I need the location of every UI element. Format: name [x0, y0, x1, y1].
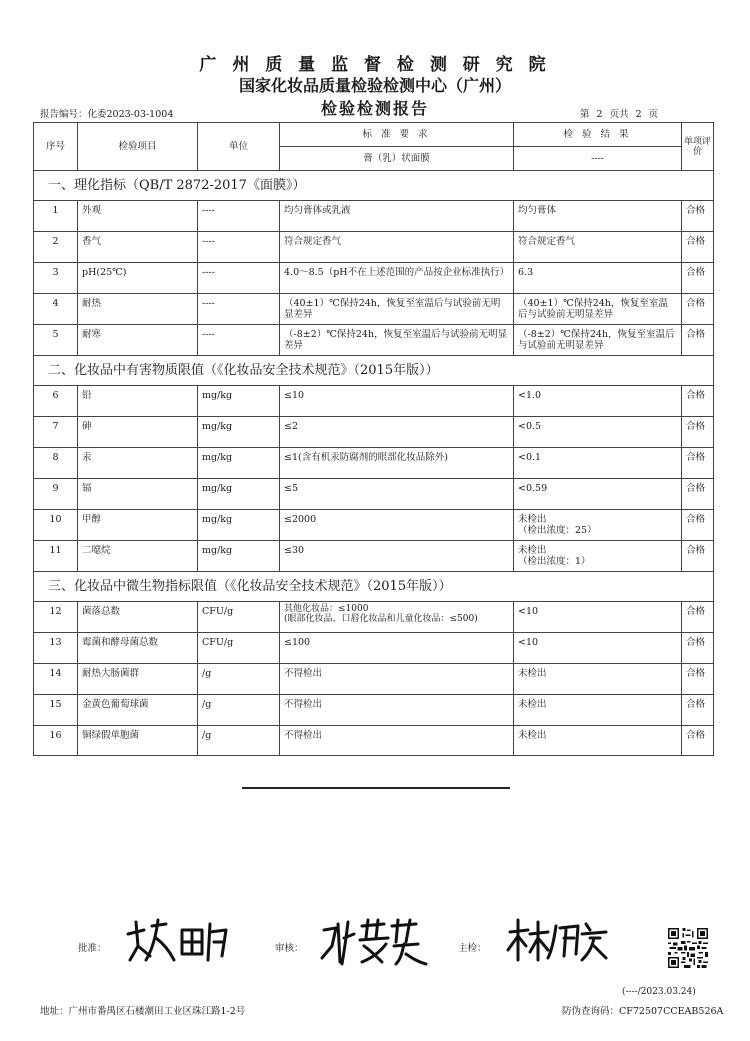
row-number: 7 — [34, 417, 78, 447]
standard-requirement: ≤2 — [280, 417, 514, 447]
header-no: 序号 — [34, 123, 78, 170]
test-item: 铜绿假单胞菌 — [78, 726, 198, 755]
evaluation: 合格 — [682, 448, 714, 478]
page-info: 第 2 页共 2 页 — [580, 109, 659, 120]
inspector-signature — [506, 916, 610, 964]
test-item: 二噁烷 — [78, 541, 198, 571]
header-result-title: 检 验 结 果 — [514, 123, 681, 147]
table-row — [34, 602, 714, 633]
table-row — [34, 325, 714, 356]
standard-requirement: 不得检出 — [280, 726, 514, 755]
row-number: 13 — [34, 633, 78, 663]
test-result: 未检出 （检出浓度：25） — [514, 510, 682, 540]
anti-fake-code: 防伪查询码：CF72507CCEAB526A — [562, 1006, 724, 1017]
evaluation: 合格 — [682, 695, 714, 725]
table-row — [34, 541, 714, 572]
unit: ---- — [198, 232, 280, 262]
evaluation: 合格 — [682, 726, 714, 755]
table-row — [34, 510, 714, 541]
center-name: 国家化妆品质量检验检测中心（广州） — [238, 76, 511, 95]
standard-requirement: ≤1(含有机汞防腐剂的眼部化妆品除外) — [280, 448, 514, 478]
row-number: 3 — [34, 263, 78, 293]
evaluation: 合格 — [682, 325, 714, 355]
evaluation: 合格 — [682, 541, 714, 571]
approver-signature — [122, 916, 232, 966]
evaluation: 合格 — [682, 510, 714, 540]
test-result: 6.3 — [514, 263, 682, 293]
unit: mg/kg — [198, 479, 280, 509]
standard-requirement: （40±1）℃保持24h，恢复至室温后与试验前无明显差异 — [280, 294, 514, 324]
test-result: 均匀膏体 — [514, 201, 682, 231]
standard-requirement: 其他化妆品：≤1000 (眼部化妆品、口唇化妆品和儿童化妆品：≤500) — [280, 602, 514, 632]
row-number: 8 — [34, 448, 78, 478]
test-result: <0.5 — [514, 417, 682, 447]
test-result: <0.59 — [514, 479, 682, 509]
test-item: 铅 — [78, 386, 198, 416]
evaluation: 合格 — [682, 664, 714, 694]
test-result: 未检出 — [514, 726, 682, 755]
test-result: <0.1 — [514, 448, 682, 478]
evaluation: 合格 — [682, 386, 714, 416]
evaluation: 合格 — [682, 633, 714, 663]
test-result: <10 — [514, 602, 682, 632]
test-result: （40±1）℃保持24h，恢复至室温后与试验前无明显差异 — [514, 294, 682, 324]
header-unit: 单位 — [198, 123, 280, 170]
test-item: 耐寒 — [78, 325, 198, 355]
report-number: 报告编号：化委2023-03-1004 — [40, 109, 174, 120]
table-row — [34, 726, 714, 756]
unit: mg/kg — [198, 417, 280, 447]
unit: mg/kg — [198, 510, 280, 540]
row-number: 11 — [34, 541, 78, 571]
test-item: 金黄色葡萄球菌 — [78, 695, 198, 725]
unit: ---- — [198, 294, 280, 324]
header-standard-title: 标 准 要 求 — [280, 123, 513, 147]
evaluation: 合格 — [682, 294, 714, 324]
test-item: 菌落总数 — [78, 602, 198, 632]
test-item: 耐热 — [78, 294, 198, 324]
standard-requirement: ≤30 — [280, 541, 514, 571]
row-number: 14 — [34, 664, 78, 694]
test-item: 镉 — [78, 479, 198, 509]
evaluation: 合格 — [682, 602, 714, 632]
table-row — [34, 695, 714, 726]
header-standard-sub: 膏（乳）状面膜 — [363, 152, 430, 164]
results-table — [33, 122, 714, 756]
table-row — [34, 294, 714, 325]
row-number: 9 — [34, 479, 78, 509]
standard-requirement: ≤10 — [280, 386, 514, 416]
unit: /g — [198, 695, 280, 725]
evaluation: 合格 — [682, 263, 714, 293]
evaluation: 合格 — [682, 417, 714, 447]
unit: mg/kg — [198, 541, 280, 571]
standard-requirement: ≤100 — [280, 633, 514, 663]
standard-requirement: ≤2000 — [280, 510, 514, 540]
header-evaluation: 单项评价 — [682, 123, 714, 170]
lab-address: 地址：广州市番禺区石楼潮田工业区珠江路1-2号 — [40, 1006, 246, 1017]
test-item: 香气 — [78, 232, 198, 262]
table-row — [34, 448, 714, 479]
standard-requirement: 均匀膏体或乳液 — [280, 201, 514, 231]
end-rule — [242, 787, 510, 789]
table-body — [34, 171, 714, 756]
evaluation: 合格 — [682, 479, 714, 509]
test-result: <1.0 — [514, 386, 682, 416]
report-title: 检验检测报告 — [320, 99, 429, 118]
inspector-label: 主检： — [458, 943, 487, 954]
reviewer-label: 审核： — [275, 943, 304, 954]
row-number: 1 — [34, 201, 78, 231]
test-result: （-8±2）℃保持24h，恢复至室温后与试验前无明显差异 — [514, 325, 682, 355]
test-item: 甲醇 — [78, 510, 198, 540]
test-item: pH(25℃) — [78, 263, 198, 293]
row-number: 6 — [34, 386, 78, 416]
table-header — [34, 123, 714, 171]
section-title: 一、理化指标（QB/T 2872-2017《面膜》） — [34, 171, 714, 201]
evaluation: 合格 — [682, 201, 714, 231]
test-item: 霉菌和酵母菌总数 — [78, 633, 198, 663]
row-number: 15 — [34, 695, 78, 725]
organization-name: 广 州 质 量 监 督 检 测 研 究 院 — [199, 55, 551, 75]
unit: CFU/g — [198, 633, 280, 663]
unit: CFU/g — [198, 602, 280, 632]
row-number: 16 — [34, 726, 78, 755]
row-number: 4 — [34, 294, 78, 324]
test-result: 未检出 （检出浓度：1） — [514, 541, 682, 571]
test-item: 汞 — [78, 448, 198, 478]
test-result: <10 — [514, 633, 682, 663]
test-result: 符合规定香气 — [514, 232, 682, 262]
header-result-sub: ---- — [591, 152, 604, 164]
table-row — [34, 232, 714, 263]
standard-requirement: 4.0～8.5（pH不在上述范围的产品按企业标准执行） — [280, 263, 514, 293]
table-row — [34, 263, 714, 294]
test-result: 未检出 — [514, 695, 682, 725]
standard-requirement: ≤5 — [280, 479, 514, 509]
standard-requirement: （-8±2）℃保持24h，恢复至室温后与试验前无明显差异 — [280, 325, 514, 355]
issue-date: (----/2023.03.24) — [622, 987, 696, 997]
table-row — [34, 201, 714, 232]
table-row — [34, 664, 714, 695]
standard-requirement: 符合规定香气 — [280, 232, 514, 262]
qr-code-icon — [668, 928, 708, 968]
unit: mg/kg — [198, 448, 280, 478]
table-row — [34, 479, 714, 510]
approver-label: 批准： — [78, 943, 107, 954]
row-number: 2 — [34, 232, 78, 262]
test-item: 砷 — [78, 417, 198, 447]
header-result — [514, 123, 682, 170]
row-number: 12 — [34, 602, 78, 632]
test-result: 未检出 — [514, 664, 682, 694]
row-number: 5 — [34, 325, 78, 355]
section-title: 三、化妆品中微生物指标限值（《化妆品安全技术规范》（2015年版）） — [34, 572, 714, 602]
row-number: 10 — [34, 510, 78, 540]
standard-requirement: 不得检出 — [280, 695, 514, 725]
evaluation: 合格 — [682, 232, 714, 262]
unit: ---- — [198, 325, 280, 355]
section-title: 二、化妆品中有害物质限值（《化妆品安全技术规范》（2015年版）） — [34, 356, 714, 386]
unit: mg/kg — [198, 386, 280, 416]
standard-requirement: 不得检出 — [280, 664, 514, 694]
table-row — [34, 633, 714, 664]
table-row — [34, 386, 714, 417]
unit: ---- — [198, 263, 280, 293]
test-item: 耐热大肠菌群 — [78, 664, 198, 694]
unit: /g — [198, 726, 280, 755]
test-item: 外观 — [78, 201, 198, 231]
header-standard — [280, 123, 514, 170]
reviewer-signature — [318, 916, 430, 968]
unit: ---- — [198, 201, 280, 231]
header-item: 检验项目 — [78, 123, 198, 170]
table-row — [34, 417, 714, 448]
unit: /g — [198, 664, 280, 694]
